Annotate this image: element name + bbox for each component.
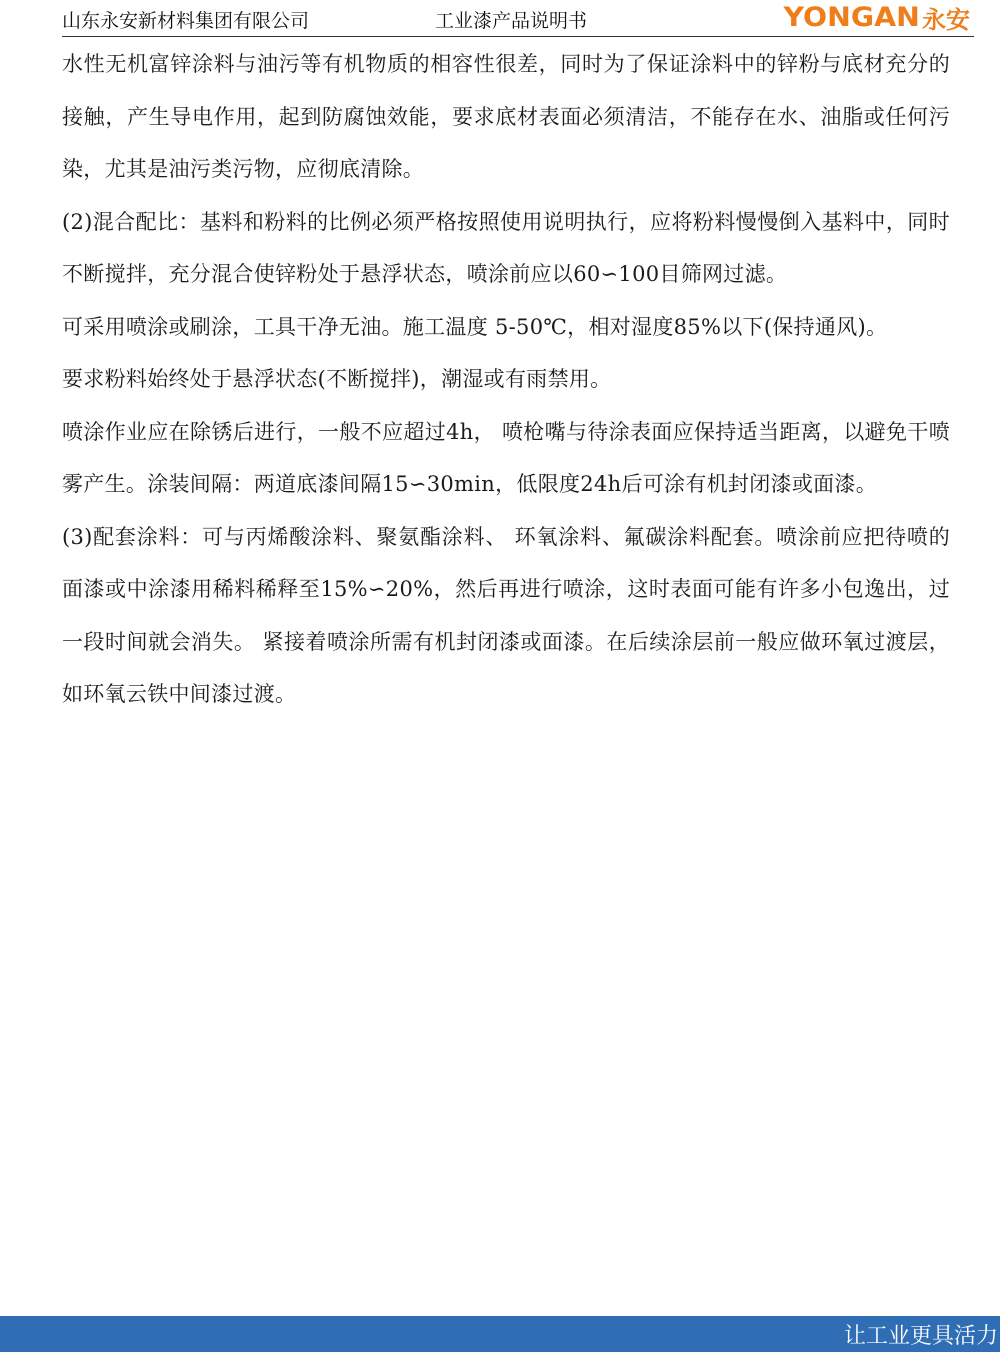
document-title: 工业漆产品说明书 <box>435 10 588 32</box>
page-header <box>0 0 1000 38</box>
footer-slogan: 让工业更具活力 <box>843 1324 998 1349</box>
document-body <box>62 38 950 721</box>
paragraph-spraying: 喷涂作业应在除锈后进行，一般不应超过4h， 喷枪嘴与待涂表面应保持适当距离，以避免干喷雾产生。涂装间隔：两道底漆间隔15∽30min，低限度24h后可涂有机封闭漆或面漆。 <box>62 419 950 496</box>
paragraph-mixing-ratio: (2)混合配比：基料和粉料的比例必须严格按照使用说明执行，应将粉料慢慢倒入基料中，同时不断搅拌，充分混合使锌粉处于悬浮状态，喷涂前应以60∽100目筛网过滤。 <box>62 209 950 286</box>
footer-bar <box>0 1316 1000 1352</box>
company-name: 山东永安新材料集团有限公司 <box>62 10 310 32</box>
yongan-logo <box>783 0 970 34</box>
paragraph-application-conditions: 可采用喷涂或刷涂，工具干净无油。施工温度 5-50℃，相对湿度85%以下(保持通风)。 <box>62 314 888 339</box>
paragraph-matching-coatings: (3)配套涂料：可与丙烯酸涂料、聚氨酯涂料、 环氧涂料、氟碳涂料配套。喷涂前应把待喷的面漆或中涂漆用稀料稀释至15%∽20%，然后再进行喷涂，这时表面可能有许多小包逸出，过一段时间就会消失。 紧接着喷涂所需有机封闭漆或面漆。在后续涂层前一般应做环氧过渡层，如环氧云铁中间漆过渡。 <box>62 524 950 706</box>
header-divider <box>62 36 974 37</box>
logo-latin-text: YONGAN <box>783 1 920 33</box>
paragraph-suspension: 要求粉料始终处于悬浮状态(不断搅拌)，潮湿或有雨禁用。 <box>62 367 612 391</box>
logo-chinese-text: 永安 <box>922 5 970 34</box>
paragraph-surface-prep: 水性无机富锌涂料与油污等有机物质的相容性很差，同时为了保证涂料中的锌粉与底材充分的接触，产生导电作用，起到防腐蚀效能，要求底材表面必须清洁，不能存在水、油脂或任何污染，尤其是油污类污物，应彻底清除。 <box>62 52 950 181</box>
